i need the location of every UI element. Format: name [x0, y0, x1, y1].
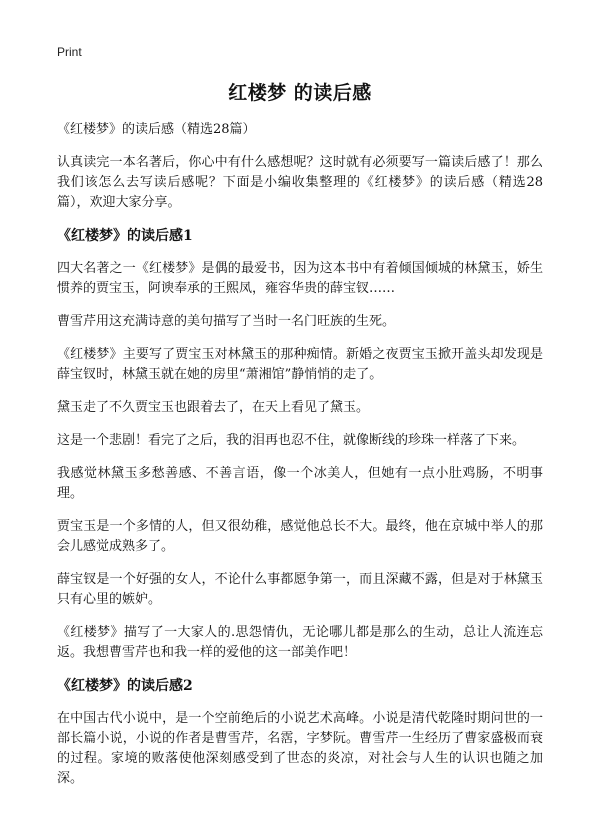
section-heading: 《红楼梦》的读后感1 [57, 228, 193, 244]
document-body [57, 120, 543, 802]
paragraph: 曹雪芹用这充满诗意的美句描写了当时一名门旺族的生死。 [57, 314, 396, 329]
page-title: 红楼梦 的读后感 [228, 82, 372, 104]
section-1 [57, 226, 543, 663]
print-label: Print [57, 45, 82, 59]
paragraph: 在中国古代小说中，是一个空前绝后的小说艺术高峰。小说是清代乾隆时期问世的一部长篇小说，小说的作者是曹雪芹，名霑，字梦阮。曹雪芹一生经历了曹家盛极而衰的过程。家境的败落使他深刻感受到了世态的炎凉，对社会与人生的认识也随之加深。 [57, 711, 543, 786]
paragraph: 四大名著之一《红楼梦》是偶的最爱书，因为这本书中有着倾国倾城的林黛玉，娇生惯养的贾宝玉，阿谀奉承的王熙凤，雍容华贵的薛宝钗…… [57, 261, 543, 296]
paragraph: 这是一个悲剧！看完了之后，我的泪再也忍不住，就像断线的珍珠一样落了下来。 [57, 433, 526, 448]
intro-paragraph: 认真读完一本名著后，你心中有什么感想呢？这时就有必须要写一篇读后感了！那么我们该怎么去写读后感呢？下面是小编收集整理的《红楼梦》的读后感（精选28篇），欢迎大家分享。 [57, 155, 543, 210]
section-heading: 《红楼梦》的读后感2 [57, 678, 193, 694]
paragraph: 黛玉走了不久贾宝玉也跟着去了，在天上看见了黛玉。 [57, 400, 370, 415]
section-2 [57, 676, 543, 789]
document-subtitle: 《红楼梦》的读后感（精选28篇） [57, 122, 256, 137]
paragraph: 我感觉林黛玉多愁善感、不善言语，像一个冰美人，但她有一点小肚鸡肠，不明事理。 [57, 466, 543, 501]
paragraph: 《红楼梦》主要写了贾宝玉对林黛玉的那种痴情。新婚之夜贾宝玉掀开盖头却发现是薛宝钗时，林黛玉就在她的房里“萧湘馆”静悄悄的走了。 [57, 347, 543, 382]
paragraph: 贾宝玉是一个多情的人，但又很幼稚，感觉他总长不大。最终，他在京城中举人的那会儿感觉成熟多了。 [57, 519, 543, 554]
paragraph: 《红楼梦》描写了一大家人的.思怨情仇，无论哪儿都是那么的生动，总让人流连忘返。我想曹雪芹也和我一样的爱他的这一部美作吧！ [57, 625, 543, 660]
paragraph: 薛宝钗是一个好强的女人，不论什么事都愿争第一，而且深藏不露，但是对于林黛玉只有心里的嫉妒。 [57, 572, 543, 607]
